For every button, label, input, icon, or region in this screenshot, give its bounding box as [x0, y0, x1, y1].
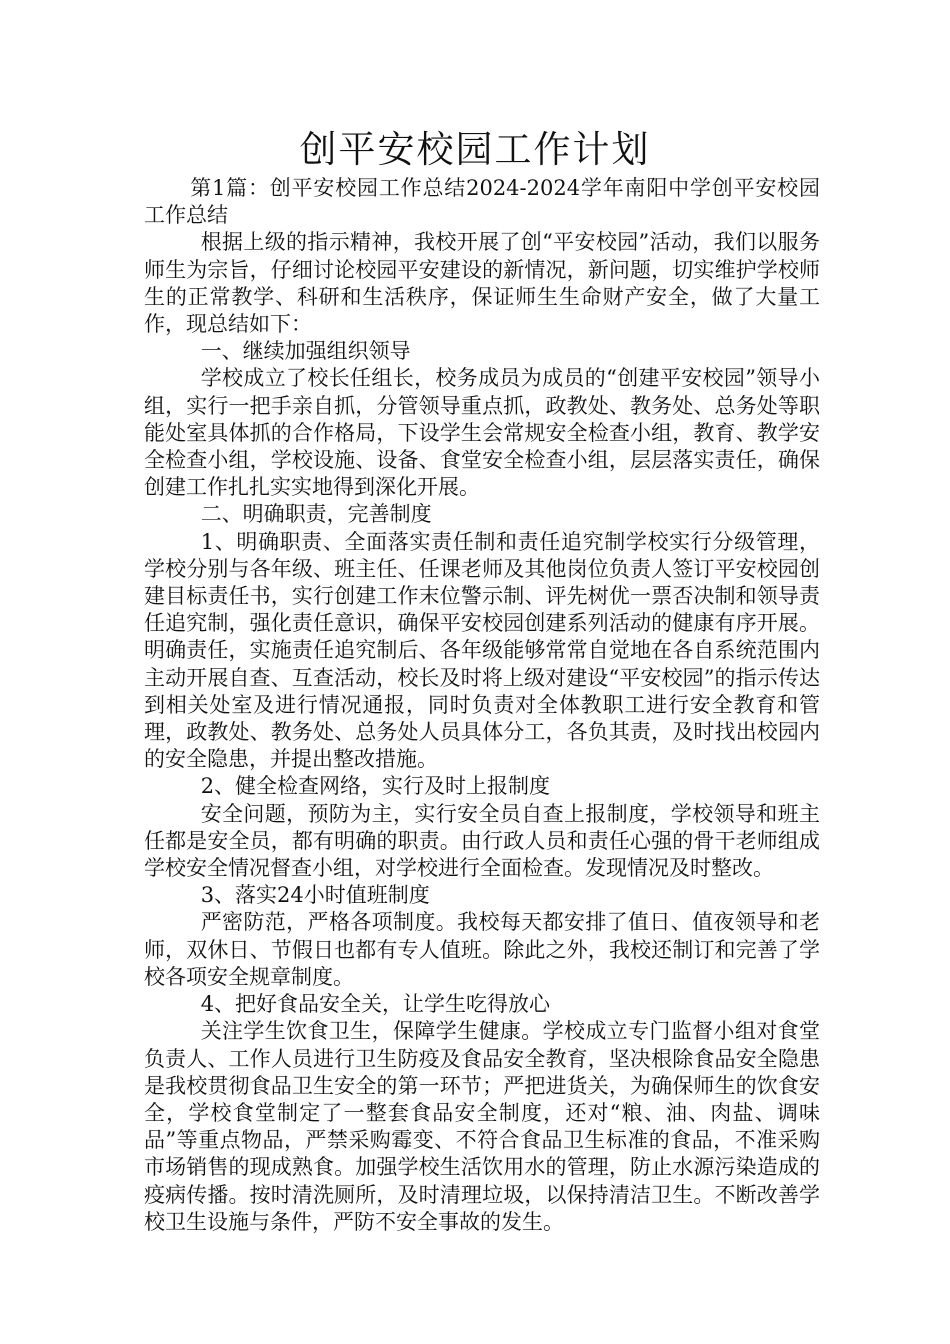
paragraph: 严密防范，严格各项制度。我校每天都安排了值日、值夜领导和老师，双休日、节假日也都有专人值班。除此之外，我校还制订和完善了学校各项安全规章制度。 — [144, 910, 820, 989]
subsection-heading-3: 3、落实24小时值班制度 — [200, 883, 430, 908]
paragraph: 安全问题，预防为主，实行安全员自查上报制度，学校领导和班主任都是安全员，都有明确的职责。由行政人员和责任心强的骨干老师组成学校安全情况督查小组，对学校进行全面检查。发现情况及时整改。 — [144, 801, 820, 881]
paragraph: 关注学生饮食卫生，保障学生健康。学校成立专门监督小组对食堂负责人、工作人员进行卫生防疫及食品安全教育，坚决根除食品安全隐患是我校贯彻食品卫生安全的第一环节；严把进货关，为确保师生的饮食安全，学校食堂制定了一整套食品安全制度，还对“粮、油、肉盐、调味品”等重点物品，严禁采购霉变、不符合食品卫生标准的食品，不准采购市场销售的现成熟食。加强学校生活饮用水的管理，防止水源污染造成的疫病传播。按时清洗厕所，及时清理垃圾，以保持清洁卫生。不断改善学校卫生设施与条件，严防不安全事故的发生。 — [144, 1019, 820, 1234]
paragraph: 1、明确职责、全面落实责任制和责任追究制学校实行分级管理，学校分别与各年级、班主任、任课老师及其他岗位负责人签订平安校园创建目标责任书，实行创建工作末位警示制、评先树优一票否决制和领导责任追究制，强化责任意识，确保平安校园创建系列活动的健康有序开展。明确责任，实施责任追究制后、各年级能够常常自觉地在各自系统范围内主动开展自查、互查活动，校长及时将上级对建设“平安校园”的指示传达到相关处室及进行情况通报，同时负责对全体教职工进行安全教育和管理，政教处、教务处、总务处人员具体分工，各负其责，及时找出校园内的安全隐患，并提出整改措施。 — [144, 529, 820, 772]
paragraph: 学校成立了校长任组长，校务成员为成员的“创建平安校园”领导小组，实行一把手亲自抓，分管领导重点抓，政教处、教务处、总务处等职能处室具体抓的合作格局，下设学生会常规安全检查小组，教育、教学安全检查小组，学校设施、设备、食堂安全检查小组，层层落实责任，确保创建工作扎扎实实地得到深化开展。 — [144, 366, 820, 500]
paragraph-intro: 根据上级的指示精神，我校开展了创“平安校园”活动，我们以服务师生为宗旨，仔细讨论校园平安建设的新情况，新问题，切实维护学校师生的正常教学、科研和生活秩序，保证师生生命财产安全，做了大量工作，现总结如下： — [144, 230, 820, 337]
document-body — [144, 175, 820, 1236]
subsection-heading-2: 2、健全检查网络，实行及时上报制度 — [200, 774, 551, 799]
section-heading-2: 二、明确职责，完善制度 — [200, 502, 432, 527]
paragraph-article-heading: 第1篇：创平安校园工作总结2024-2024学年南阳中学创平安校园工作总结 — [144, 176, 820, 228]
document-title: 创平安校园工作计划 — [299, 128, 651, 171]
section-heading-1: 一、继续加强组织领导 — [200, 339, 411, 364]
subsection-heading-4: 4、把好食品安全关，让学生吃得放心 — [200, 992, 551, 1017]
